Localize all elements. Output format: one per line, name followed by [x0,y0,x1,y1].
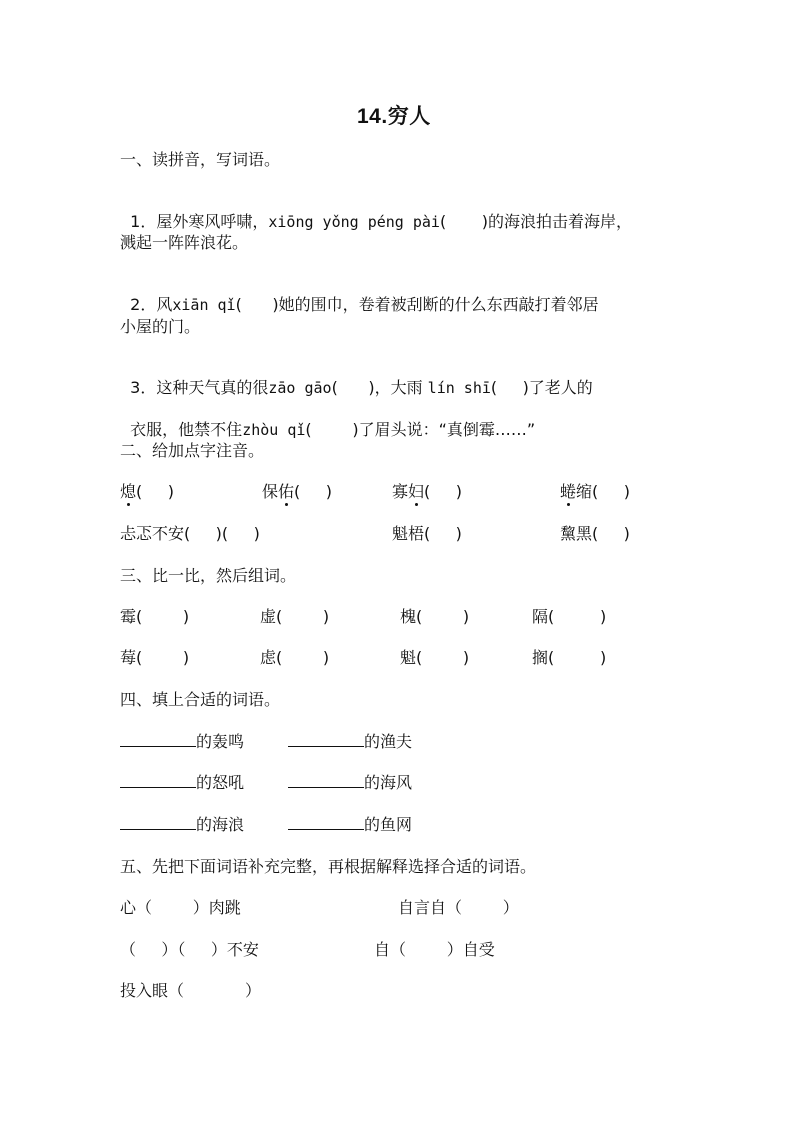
dotted-char: 蜷 [560,482,577,501]
q2-pinyin: xiān qǐ [172,296,236,314]
q3-text-b: ( )，大雨 [331,378,428,397]
idiom-item[interactable]: 自言自（ ） [398,898,519,917]
fill-blank[interactable] [288,773,364,788]
fill-suffix: 的怒吼 [196,773,245,792]
q1-text-b: ( )的海浪拍击着海岸， [439,212,633,231]
q3-text-c: ( )了老人的 [490,378,593,397]
page-title: 14.穷人 [357,105,431,128]
compare-item[interactable]: 莓( ) [120,648,190,667]
q2-text-a: 2．风 [130,295,173,314]
question-2-line-2: 小屋的门。 [120,317,201,336]
dotted-char: 妇 [408,482,425,501]
fill-item [288,773,412,793]
q1-pinyin: xiōng yǒng péng pài [268,213,440,231]
pinyin-item [392,482,462,502]
fill-blank[interactable] [120,732,196,747]
fill-blank[interactable] [288,815,364,830]
question-1-line-1 [120,192,632,232]
q3-text-e: ( )了眉头说：“真倒霉……” [305,420,536,439]
q1-text-a: 1．屋外寒风呼啸， [130,212,269,231]
fill-item [288,732,412,752]
compare-item[interactable]: 虑( ) [260,648,330,667]
fill-suffix: 的轰鸣 [196,732,245,751]
idiom-item[interactable]: 自（ ）自受 [374,940,495,959]
answer-bracket[interactable]: 缩( ) [576,482,630,501]
idiom-item[interactable]: （ ）（ ）不安 [120,940,259,959]
fill-blank[interactable] [120,815,196,830]
fill-blank[interactable] [288,732,364,747]
pinyin-item[interactable]: 忐忑不安( )( ) [120,524,260,543]
q3-pinyin-2: lín shī [427,379,491,397]
compare-item[interactable]: 隔( ) [532,607,607,626]
fill-item [120,773,244,793]
idiom-item[interactable]: 心（ ）肉跳 [120,898,241,917]
fill-item [120,732,244,752]
question-2-line-1 [120,275,599,315]
answer-bracket[interactable]: ( ) [294,482,332,501]
section-2-heading: 二、给加点字注音。 [120,441,265,460]
pinyin-item[interactable]: 魁梧( ) [392,524,462,543]
plain-char: 寡 [392,482,409,501]
section-1-heading: 一、读拼音，写词语。 [120,150,281,169]
section-4-heading: 四、填上合适的词语。 [120,690,281,709]
fill-suffix: 的海浪 [196,815,245,834]
question-1-line-2: 溅起一阵阵浪花。 [120,233,249,252]
fill-suffix: 的海风 [364,773,413,792]
fill-item [120,815,244,835]
fill-blank[interactable] [120,773,196,788]
q3-text-a: 3．这种天气真的很 [130,378,269,397]
compare-item[interactable]: 搁( ) [532,648,607,667]
dotted-char: 熄 [120,482,137,501]
answer-bracket[interactable]: ( ) [136,482,174,501]
compare-item[interactable]: 虚( ) [260,607,330,626]
pinyin-item [560,482,630,502]
compare-item[interactable]: 槐( ) [400,607,470,626]
plain-char: 保 [262,482,279,501]
fill-item [288,815,412,835]
pinyin-item [120,482,174,502]
q3-pinyin-1: zāo gāo [268,379,332,397]
question-3-line-2 [120,400,535,440]
dotted-char: 佑 [278,482,295,501]
fill-suffix: 的鱼网 [364,815,413,834]
q3-text-d: 衣服，他禁不住 [130,420,243,439]
compare-item[interactable]: 霉( ) [120,607,190,626]
idiom-item[interactable]: 投入眼（ ） [120,981,262,1000]
pinyin-item[interactable]: 黧黑( ) [560,524,630,543]
fill-suffix: 的渔夫 [364,732,413,751]
question-3-line-1 [120,358,593,398]
pinyin-item [262,482,332,502]
q2-text-b: ( )她的围巾，卷着被刮断的什么东西敲打着邻居 [235,295,599,314]
answer-bracket[interactable]: ( ) [424,482,462,501]
compare-item[interactable]: 魁( ) [400,648,470,667]
q3-pinyin-3: zhòu qǐ [242,421,306,439]
section-5-heading: 五、先把下面词语补充完整，再根据解释选择合适的词语。 [120,857,537,876]
section-3-heading: 三、比一比，然后组词。 [120,566,297,585]
